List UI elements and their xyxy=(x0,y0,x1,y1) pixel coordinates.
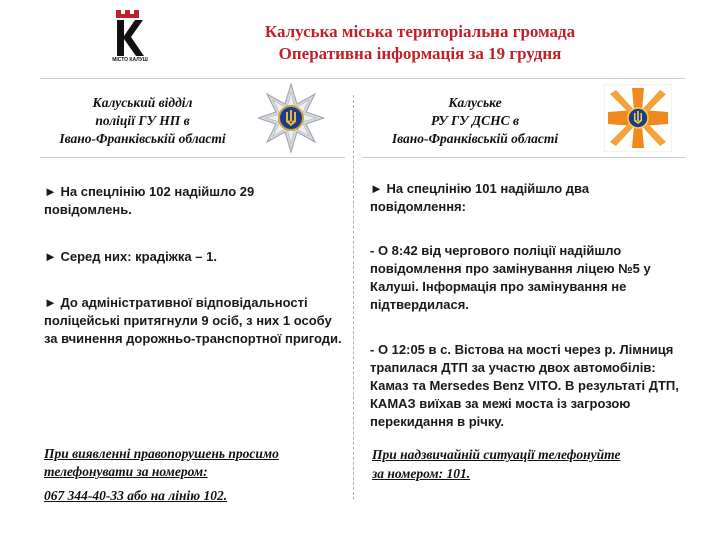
dsns-agency-line: РУ ГУ ДСНС в xyxy=(430,113,520,128)
police-agency-line: поліції ГУ НП в xyxy=(95,113,190,128)
dsns-phone-number: за номером: 101. xyxy=(372,466,471,481)
dsns-report-item: - О 8:42 від чергового поліції надійшло повідомлення про замінування ліцею №5 у Калуші. Інформація про замінування не підтвердилася. xyxy=(370,243,651,312)
police-contact-line: При виявленні правопорушень просимо xyxy=(44,446,279,461)
right-column-rule xyxy=(362,157,685,158)
dsns-agency-line: Калуське xyxy=(448,95,502,110)
police-contact-line: телефонувати за номером: xyxy=(44,464,208,479)
header-divider xyxy=(40,78,685,79)
column-divider xyxy=(353,95,354,500)
police-agency-line: Калуський відділ xyxy=(92,95,193,110)
police-agency-name xyxy=(40,94,245,148)
police-phone-number: 067 344-40-33 або на лінію 102. xyxy=(44,488,228,503)
police-report-item: ► До адміністративної відповідальності поліцейські притягнули 9 осіб, з них 1 особу за вчинення дорожньо-транспортної пригоди. xyxy=(44,295,342,346)
police-emblem-icon xyxy=(258,82,324,154)
logo-caption: МІСТО КАЛУШ xyxy=(112,57,148,63)
header-title: Калуська міська територіальна громада xyxy=(264,22,576,41)
left-column-rule xyxy=(40,157,345,158)
dsns-contact-line: При надзвичайній ситуації телефонуйте xyxy=(372,447,621,462)
police-agency-line: Івано-Франківській області xyxy=(59,131,226,146)
police-report-item: ► На спецлінію 102 надійшло 29 повідомлень. xyxy=(44,184,255,217)
dsns-agency-line: Івано-Франківській області xyxy=(391,131,559,146)
city-logo xyxy=(108,8,152,68)
dsns-report-item: ► На спецлінію 101 надійшло два повідомлення: xyxy=(370,181,590,214)
police-report-item: ► Серед них: крадіжка – 1. xyxy=(44,249,217,264)
dsns-agency-name xyxy=(370,94,580,148)
dsns-emblem-icon xyxy=(604,84,672,152)
header-subtitle: Оперативна інформація за 19 грудня xyxy=(278,44,562,63)
dsns-report-item: - О 12:05 в с. Вістова на мості через р. Лімниця трапилася ДТП за участю двох автомобілів: Камаз та Mersedes Benz VITO. В результаті ДТП, КАМАЗ виїхав за межі моста із загрозою перекидання в річку. xyxy=(370,342,679,429)
